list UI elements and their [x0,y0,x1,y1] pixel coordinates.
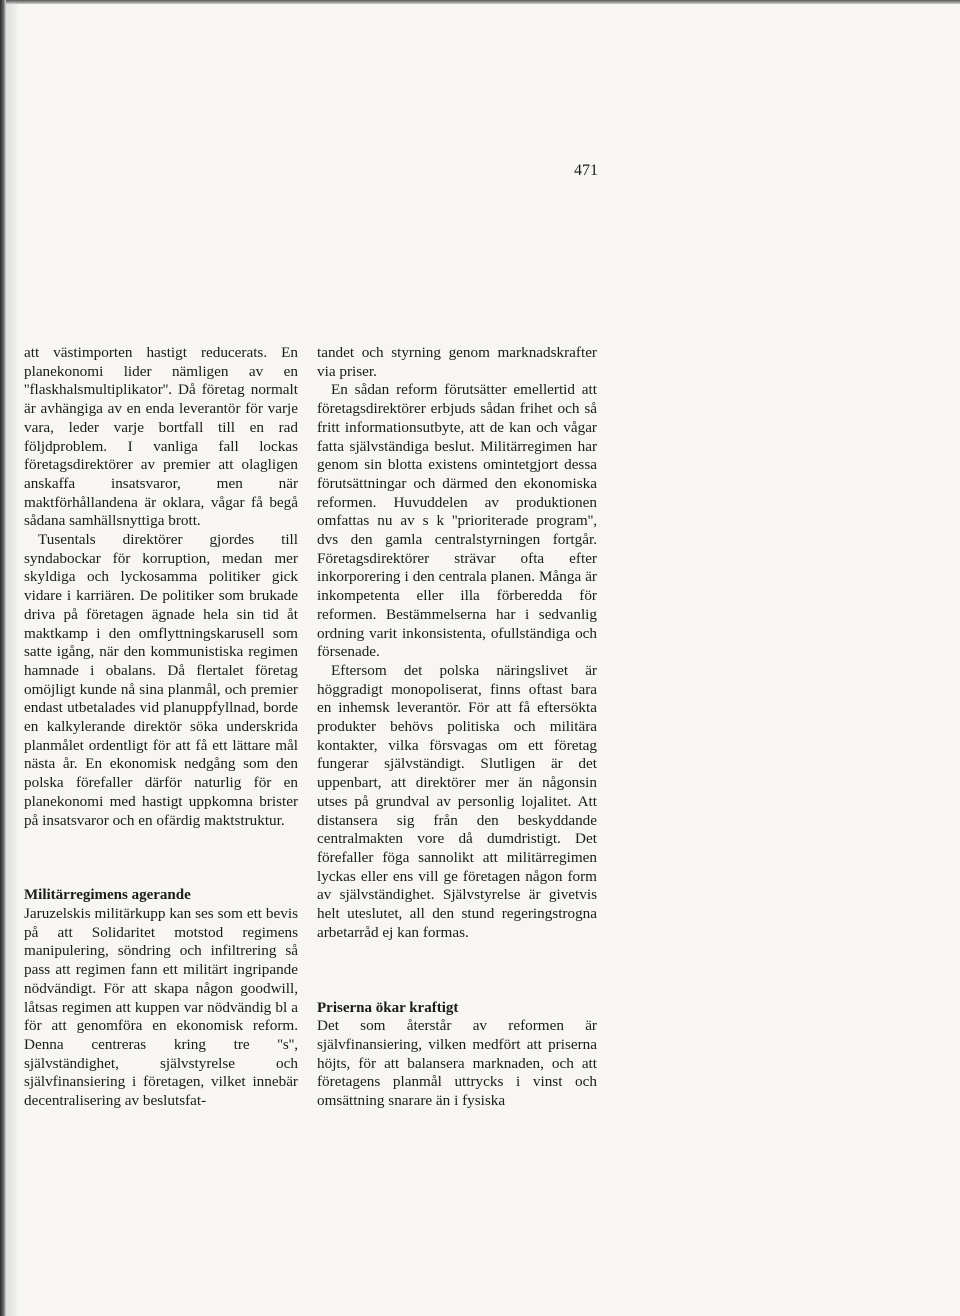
page-number: 471 [574,162,598,179]
section-heading-priserna: Priserna ökar kraftigt [317,999,459,1016]
right-heading-spacer [317,943,597,999]
left-paragraph-3: Jaruzelskis militärkupp kan ses som ett bevis på att Solidaritet motstod regimens manipulering, söndring och infiltrering så pass att regimen fann ett militärt ingripande nödvändigt. För att skapa någon goodwill, låtsas regimen att kuppen var nödvändig bl a för att genomföra en ekonomisk reform. Denna centreras kring tre ''s'', självständighet, självstyrelse och självfinansiering i företagen, vilket innebär decentralisering av beslutsfat- [24,904,298,1110]
right-paragraph-2: En sådan reform förutsätter emellertid att företagsdirektörer erbjuds sådan frihet och så fritt informationsutbyte, att de kan och vågar fatta självständiga beslut. Militärregimen har genom sin blotta existens omintetgjort dessa förutsättningar och därmed den ekonomiska reformen. Huvuddelen av produktionen omfattas nu av s k ''prioriterade program'', dvs den gamla centralstyrningen fortgår. Företagsdirektörer strävar ofta efter inkorporering i den centrala planen. Många är inkompetenta eller illa förberedda för reformen. Bestämmelserna har i sedvanlig ordning varit inkonsistenta, ofullständiga och försenade. [317,381,597,661]
right-column [317,344,597,1111]
scan-edge-top [0,0,960,4]
left-paragraph-2: Tusentals direktörer gjordes till syndabockar för korruption, medan mer skyldiga och lyckosamma politiker gick vidare i karriären. De politiker som brukade driva på företagen ägnade hela sin tid åt maktkamp i den omflyttningskarusell som satte igång, när den kommunistiska regimen hamnade i obalans. Då flertalet företag omöjligt kunde nå sina planmål, och premier endast utbetalades vid planuppfyllnad, borde en kalkylerande direktör söka underskrida planmålet ordentligt för att få ett lättare mål nästa år. En ekonomisk nedgång som den polska förefaller därför naturlig för en planekonomi med hastigt uppkomna brister på insatsvaror och en ofärdig maktstruktur. [24,531,298,829]
page-gutter-shadow [6,4,20,1316]
right-paragraph-1: tandet och styrning genom marknadskrafter via priser. [317,344,597,380]
left-paragraph-1: att västimporten hastigt reducerats. En planekonomi lider nämligen av en ''flaskhalsmultiplikator''. Då företag normalt är avhängiga av en enda leverantör för varje vara, leder varje bortfall till en rad följdproblem. I vanliga fall lockas företagsdirektörer av premier att olagligen anskaffa insatsvaror, men när maktförhållandena är oklara, vågar få begå sådana samhällsnyttiga brott. [24,344,298,530]
left-heading-spacer [24,830,298,886]
left-column [24,344,298,1111]
section-heading-militarregimen: Militärregimens agerande [24,887,191,904]
right-paragraph-4: Det som återstår av reformen är självfinansiering, vilken medfört att priserna höjts, för att balansera marknaden, och att företagens planmål uttrycks i vinst och omsättning snarare än i fysiska [317,1017,597,1110]
right-paragraph-3: Eftersom det polska näringslivet är höggradigt monopoliserat, finns oftast bara en inhemsk leverantör. För att få eftersökta produkter behövs politiska och militära kontakter, vilka försvagas om ett företag fungerar självständigt. Slutligen är det uppenbart, att direktörer mer än någonsin utses på grundval av personlig lojalitet. Att distansera sig från den beskyddande centralmakten vore då dumdristigt. Det förefaller föga sannolikt att militärregimen lyckas eller ens vill ge företagen någon form av självständighet. Självstyrelse är givetvis helt uteslutet, all den stund regeringstrogna arbetarråd ej kan formas. [317,661,597,941]
